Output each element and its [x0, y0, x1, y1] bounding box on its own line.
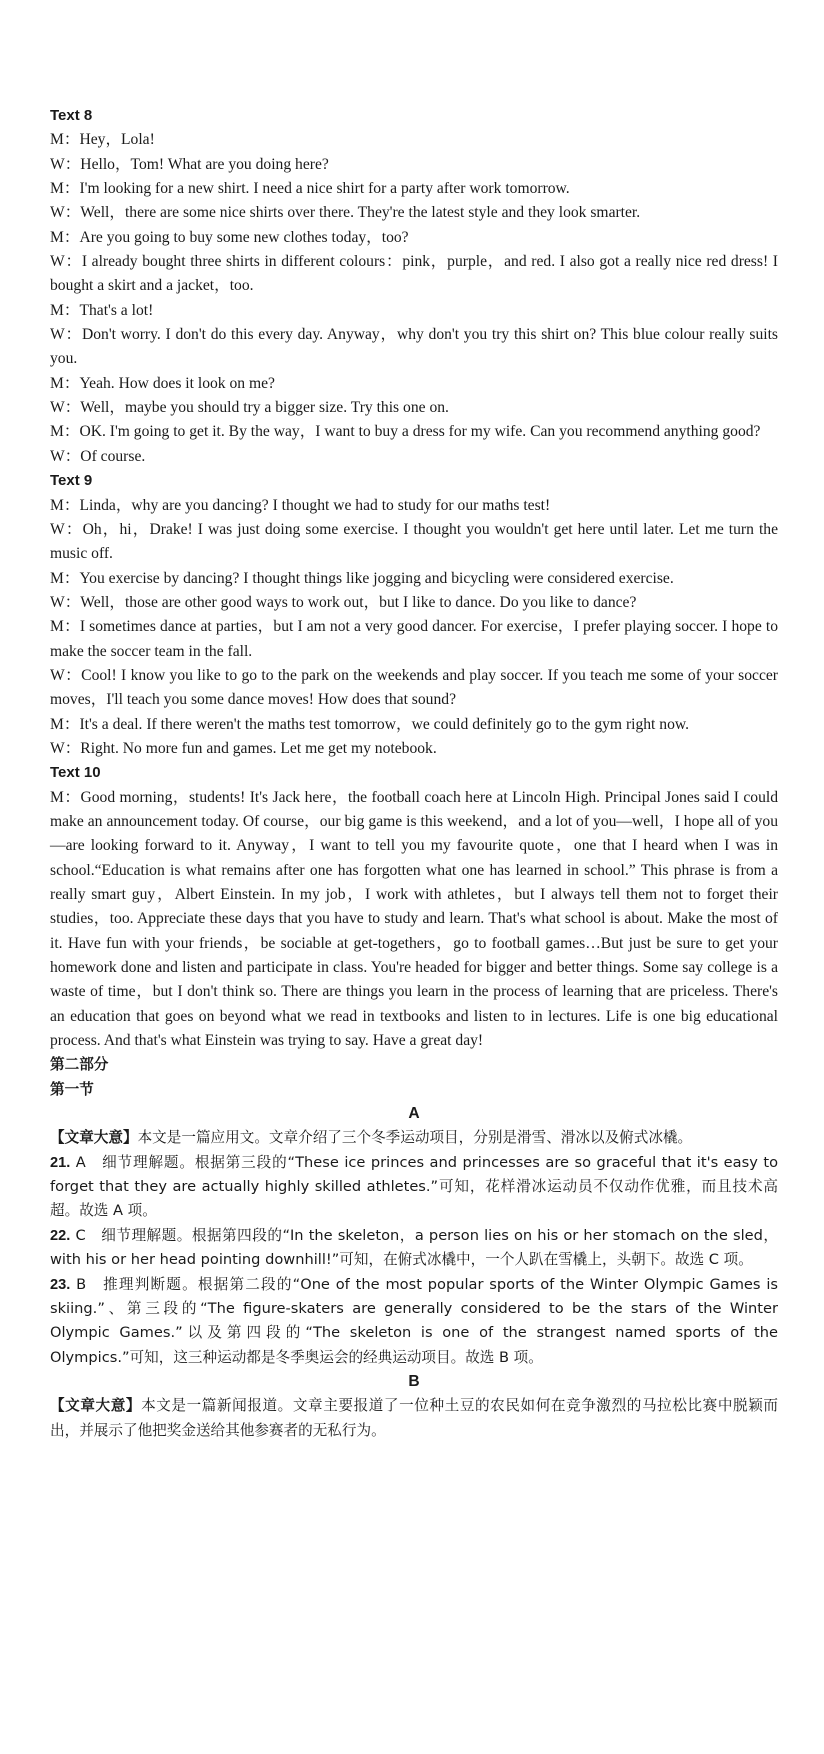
answer-text: A 细节理解题。根据第三段的“These ice princes and princesses are so graceful that it's easy to forget that they are actually highly skilled athletes.”可知，花样滑冰运动员不仅动作优雅，而且技术高超。故选 A 项。: [50, 1153, 778, 1220]
dialogue-line: M：It's a deal. If there weren't the maths test tomorrow，we could definitely go to the gym right now.: [50, 715, 690, 733]
answer-23: [50, 1273, 778, 1370]
passage-b-summary: [50, 1394, 778, 1443]
part2-title: 第二部分: [50, 1056, 109, 1074]
summary-tag: 【文章大意】: [50, 1397, 142, 1415]
answer-number: 22.: [50, 1227, 71, 1244]
text8-title: Text 8: [50, 107, 93, 124]
dialogue-line: M：OK. I'm going to get it. By the way，I want to buy a dress for my wife. Can you recommend anything good?: [50, 423, 761, 441]
summary-tag: 【文章大意】: [50, 1129, 138, 1147]
dialogue-line: M：I'm looking for a new shirt. I need a nice shirt for a party after work tomorrow.: [50, 180, 570, 198]
answer-text: B 推理判断题。根据第二段的“One of the most popular sports of the Winter Olympic Games is skiing.”、第三段的“The figure-skaters are generally considered to be the stars of the Winter Olympic Games.”以及第四段的“The skeleton is one of the strangest named sports of the Olympics.”可知，这三种运动都是冬季奥运会的经典运动项目。故选 B 项。: [50, 1275, 779, 1366]
dialogue-line: M：That's a lot!: [50, 301, 154, 319]
answer-number: 21.: [50, 1154, 71, 1171]
dialogue-line: W：Of course.: [50, 447, 146, 465]
summary-text: 本文是一篇新闻报道。文章主要报道了一位种土豆的农民如何在竞争激烈的马拉松比赛中脱颖而出，并展示了他把奖金送给其他参赛者的无私行为。: [50, 1397, 778, 1439]
answer-text: C 细节理解题。根据第四段的“In the skeleton，a person lies on his or her stomach on the sled，with his or her head pointing downhill!”可知，在俯式冰橇中，一个人趴在雪橇上，头朝下。故选 C 项。: [50, 1226, 779, 1269]
dialogue-line: W：Hello，Tom! What are you doing here?: [50, 155, 329, 173]
dialogue-line: W：Oh，hi，Drake! I was just doing some exercise. I thought you wouldn't get here until later. Let me turn the music off.: [50, 520, 778, 563]
dialogue-line: W：Cool! I know you like to go to the park on the weekends and play soccer. If you teach me some of your soccer moves，I'll teach you some dance moves! How does that sound?: [50, 666, 778, 709]
dialogue-line: M：Hey，Lola!: [50, 131, 155, 149]
text10-paragraph: M：Good morning，students! It's Jack here，the football coach here at Lincoln High. Principal Jones said I could make an announcement today. Of course，our big game is this weekend，and a lot of you—well，I hope all of you—are looking forward to it. Anyway，I want to tell you my favourite quote，one that I heard when I was in school.“Education is what remains after one has forgotten what one has learned in school.” This phrase is from a really smart guy，Albert Einstein. In my job，I work with athletes，but I always tell them not to forget their studies，too. Appreciate these days that you have to study and learn. That's what school is about. Make the most of it. Have fun with your friends，be sociable at get-togethers，go to football games…But just be sure to get your homework done and listen and participate in class. You're headed for bigger and better things. Some say college is a waste of time，but I don't think so. There are things you learn in the process of learning that are priceless. There's an education that goes on beyond what we read in textbooks and listen to in lectures. Life is one big educational process. And that's what Einstein was trying to say. Have a great day!: [50, 788, 778, 1050]
answer-number: 23.: [50, 1276, 71, 1293]
dialogue-line: M：I sometimes dance at parties，but I am not a very good dancer. For exercise，I prefer playing soccer. I hope to make the soccer team in the fall.: [50, 618, 778, 660]
passage-b-label: B: [408, 1372, 420, 1390]
text9-dialogue: [50, 494, 778, 762]
dialogue-line: W：Well，maybe you should try a bigger size. Try this one on.: [50, 399, 449, 417]
text9-title: Text 9: [50, 472, 93, 490]
dialogue-line: M：Linda，why are you dancing? I thought we had to study for our maths test!: [50, 496, 551, 514]
dialogue-line: W：Right. No more fun and games. Let me get my notebook.: [50, 739, 437, 757]
dialogue-line: W：Well，those are other good ways to work out，but I like to dance. Do you like to dance?: [50, 593, 637, 611]
summary-text: 本文是一篇应用文。文章介绍了三个冬季运动项目，分别是滑雪、滑冰以及俯式冰橇。: [137, 1129, 693, 1147]
dialogue-line: W：I already bought three shirts in different colours：pink，purple，and red. I also got a really nice red dress! I bought a skirt and a jacket，too.: [50, 253, 778, 295]
passage-a-summary: [50, 1126, 778, 1150]
text8-dialogue: [50, 128, 778, 469]
dialogue-line: M：You exercise by dancing? I thought things like jogging and bicycling were considered exercise.: [50, 569, 674, 587]
dialogue-line: M：Are you going to buy some new clothes today，too?: [50, 228, 409, 246]
answer-key-page: [50, 104, 778, 1443]
answer-21: [50, 1151, 778, 1224]
answer-22: [50, 1224, 778, 1273]
text10-title: Text 10: [50, 764, 101, 782]
dialogue-line: W：Well，there are some nice shirts over there. They're the latest style and they look smarter.: [50, 204, 641, 222]
section-title: 第一节: [50, 1080, 94, 1098]
passage-a-label: A: [408, 1105, 420, 1123]
dialogue-line: W：Don't worry. I don't do this every day. Anyway，why don't you try this shirt on? This blue colour really suits you.: [50, 326, 778, 368]
dialogue-line: M：Yeah. How does it look on me?: [50, 374, 275, 392]
